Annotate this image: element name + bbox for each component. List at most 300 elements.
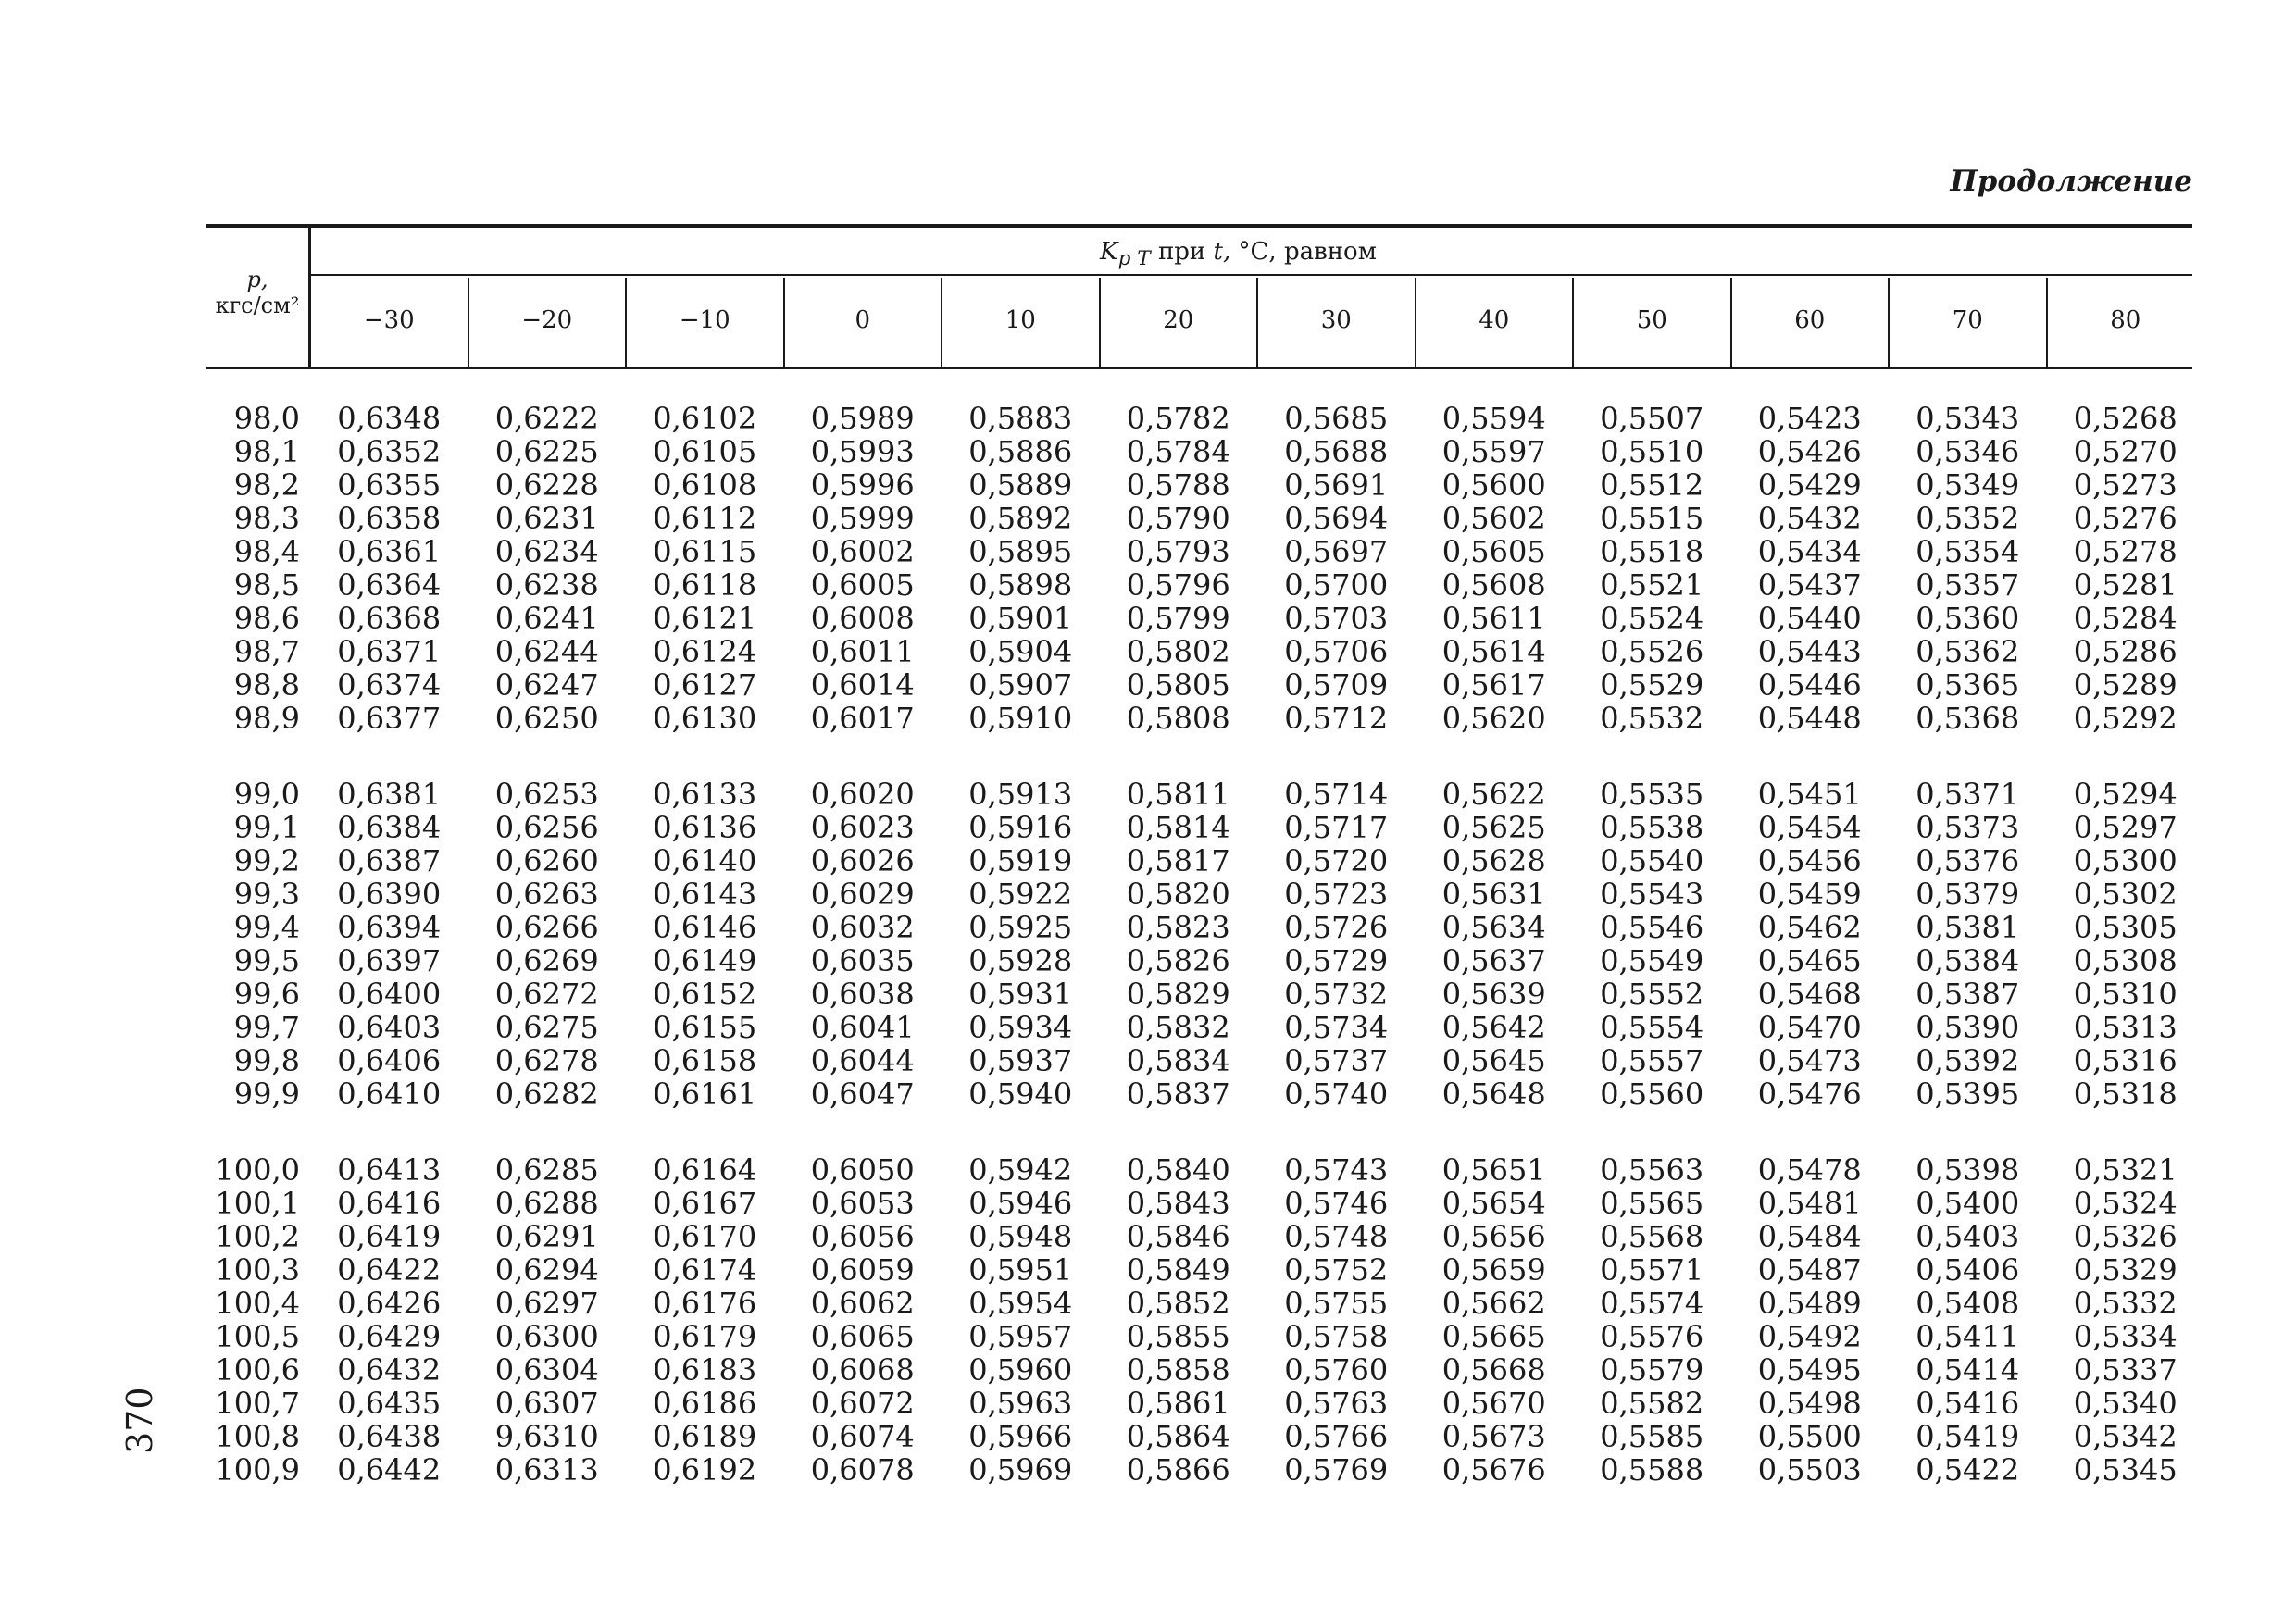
k-value-cell: 0,5954 — [968, 1286, 1073, 1321]
k-value-cell: 0,5585 — [1600, 1419, 1704, 1454]
k-value-cell: 0,5703 — [1284, 601, 1389, 636]
temperature-column-divider — [625, 278, 627, 367]
k-header — [310, 235, 2166, 276]
k-value-cell: 0,6426 — [337, 1286, 442, 1321]
k-value-cell: 0,5608 — [1441, 567, 1546, 603]
k-value-cell: 0,5498 — [1757, 1386, 1862, 1421]
k-value-cell: 0,6410 — [337, 1077, 442, 1112]
k-value-cell: 0,5492 — [1757, 1319, 1862, 1354]
k-value-cell: 0,6152 — [653, 977, 757, 1012]
k-value-cell: 0,6256 — [494, 810, 599, 845]
k-value-cell: 0,5337 — [2073, 1352, 2177, 1388]
k-value-cell: 0,5659 — [1441, 1252, 1546, 1288]
k-value-cell: 0,6374 — [337, 667, 442, 703]
k-symbol: K — [1100, 238, 1118, 266]
k-value-cell: 0,6275 — [494, 1010, 599, 1045]
k-value-cell: 0,5709 — [1284, 667, 1389, 703]
temperature-column-divider — [1099, 278, 1101, 367]
k-value-cell: 0,5864 — [1126, 1419, 1230, 1454]
k-value-cell: 0,6140 — [653, 843, 757, 878]
k-value-cell: 0,5289 — [2073, 667, 2177, 703]
k-value-cell: 0,5700 — [1284, 567, 1389, 603]
k-value-cell: 0,5403 — [1915, 1219, 2020, 1254]
k-value-cell: 0,6017 — [810, 701, 915, 736]
k-value-cell: 0,5571 — [1600, 1252, 1704, 1288]
temperature-header: 80 — [2110, 306, 2141, 334]
k-value-cell: 0,6186 — [653, 1386, 757, 1421]
k-value-cell: 0,5414 — [1915, 1352, 2020, 1388]
k-value-cell: 0,6068 — [810, 1352, 915, 1388]
k-value-cell: 0,5489 — [1757, 1286, 1862, 1321]
pressure-value: 98,6 — [233, 601, 300, 636]
k-value-cell: 0,5832 — [1126, 1010, 1230, 1045]
k-value-cell: 0,5576 — [1600, 1319, 1704, 1354]
k-value-cell: 0,5645 — [1441, 1043, 1546, 1078]
k-value-cell: 0,5706 — [1284, 634, 1389, 669]
k-value-cell: 0,6291 — [494, 1219, 599, 1254]
k-value-cell: 0,6368 — [337, 601, 442, 636]
k-value-cell: 0,5942 — [968, 1152, 1073, 1188]
k-value-cell: 0,5543 — [1600, 877, 1704, 912]
k-value-cell: 0,6074 — [810, 1419, 915, 1454]
k-value-cell: 0,5866 — [1126, 1452, 1230, 1487]
k-value-cell: 0,5796 — [1126, 567, 1230, 603]
k-value-cell: 0,5734 — [1284, 1010, 1389, 1045]
k-value-cell: 0,5343 — [1915, 401, 2020, 436]
k-value-cell: 0,5286 — [2073, 634, 2177, 669]
k-value-cell: 0,5843 — [1126, 1186, 1230, 1221]
k-value-cell: 0,5316 — [2073, 1043, 2177, 1078]
k-value-cell: 0,6413 — [337, 1152, 442, 1188]
k-value-cell: 0,5270 — [2073, 434, 2177, 469]
k-value-cell: 0,5281 — [2073, 567, 2177, 603]
pressure-value: 99,8 — [233, 1043, 300, 1078]
k-value-cell: 0,5720 — [1284, 843, 1389, 878]
k-value-cell: 0,5574 — [1600, 1286, 1704, 1321]
k-value-cell: 0,6394 — [337, 910, 442, 945]
k-value-cell: 0,6364 — [337, 567, 442, 603]
pressure-value: 98,2 — [233, 467, 300, 503]
k-value-cell: 0,5622 — [1441, 777, 1546, 812]
k-value-cell: 0,6228 — [494, 467, 599, 503]
k-value-cell: 0,6026 — [810, 843, 915, 878]
k-subscript: p T — [1117, 247, 1151, 271]
k-value-cell: 0,5468 — [1757, 977, 1862, 1012]
k-value-cell: 0,5398 — [1915, 1152, 2020, 1188]
k-value-cell: 0,5512 — [1600, 467, 1704, 503]
k-value-cell: 0,6149 — [653, 943, 757, 978]
k-value-cell: 0,5318 — [2073, 1077, 2177, 1112]
page-number: 370 — [119, 1387, 160, 1454]
k-value-cell: 0,5340 — [2073, 1386, 2177, 1421]
k-value-cell: 0,5448 — [1757, 701, 1862, 736]
k-value-cell: 0,6352 — [337, 434, 442, 469]
pressure-value: 98,4 — [233, 534, 300, 569]
table-top-rule — [206, 224, 2192, 228]
k-value-cell: 0,6263 — [494, 877, 599, 912]
k-value-cell: 0,6038 — [810, 977, 915, 1012]
k-value-cell: 0,5846 — [1126, 1219, 1230, 1254]
k-value-cell: 0,5723 — [1284, 877, 1389, 912]
temperature-header: 70 — [1952, 306, 1983, 334]
k-value-cell: 0,5352 — [1915, 501, 2020, 536]
k-value-cell: 0,6008 — [810, 601, 915, 636]
k-value-cell: 0,5625 — [1441, 810, 1546, 845]
k-value-cell: 0,5617 — [1441, 667, 1546, 703]
pressure-value: 100,2 — [215, 1219, 300, 1254]
k-value-cell: 0,5284 — [2073, 601, 2177, 636]
k-value-cell: 0,5365 — [1915, 667, 2020, 703]
k-value-cell: 0,5763 — [1284, 1386, 1389, 1421]
k-value-cell: 0,5766 — [1284, 1419, 1389, 1454]
k-value-cell: 0,6174 — [653, 1252, 757, 1288]
k-value-cell: 0,5443 — [1757, 634, 1862, 669]
k-value-cell: 0,5820 — [1126, 877, 1230, 912]
k-value-cell: 0,6288 — [494, 1186, 599, 1221]
k-value-cell: 0,5740 — [1284, 1077, 1389, 1112]
pressure-value: 100,8 — [215, 1419, 300, 1454]
k-value-cell: 0,5769 — [1284, 1452, 1389, 1487]
k-value-cell: 0,6041 — [810, 1010, 915, 1045]
k-value-cell: 0,5313 — [2073, 1010, 2177, 1045]
k-value-cell: 0,6313 — [494, 1452, 599, 1487]
k-value-cell: 0,5411 — [1915, 1319, 2020, 1354]
k-value-cell: 0,5694 — [1284, 501, 1389, 536]
k-value-cell: 0,6358 — [337, 501, 442, 536]
k-value-cell: 0,5557 — [1600, 1043, 1704, 1078]
k-value-cell: 0,5276 — [2073, 501, 2177, 536]
k-value-cell: 0,6065 — [810, 1319, 915, 1354]
k-value-cell: 0,5712 — [1284, 701, 1389, 736]
k-value-cell: 0,5989 — [810, 401, 915, 436]
k-value-cell: 0,5916 — [968, 810, 1073, 845]
k-value-cell: 0,5729 — [1284, 943, 1389, 978]
k-value-cell: 0,6272 — [494, 977, 599, 1012]
k-value-cell: 0,6118 — [653, 567, 757, 603]
pressure-symbol: p, — [246, 267, 268, 292]
k-value-cell: 0,5454 — [1757, 810, 1862, 845]
t-symbol: t, — [1213, 238, 1231, 266]
k-value-cell: 0,5518 — [1600, 534, 1704, 569]
k-value-cell: 0,6390 — [337, 877, 442, 912]
temperature-header: 10 — [1004, 306, 1036, 334]
k-value-cell: 0,5808 — [1126, 701, 1230, 736]
k-value-cell: 0,5446 — [1757, 667, 1862, 703]
k-value-cell: 0,5656 — [1441, 1219, 1546, 1254]
k-value-cell: 0,6348 — [337, 401, 442, 436]
k-value-cell: 0,6406 — [337, 1043, 442, 1078]
k-value-cell: 0,5526 — [1600, 634, 1704, 669]
k-value-cell: 0,6297 — [494, 1286, 599, 1321]
k-value-cell: 0,5919 — [968, 843, 1073, 878]
k-value-cell: 0,5793 — [1126, 534, 1230, 569]
temperature-column-divider — [468, 278, 469, 367]
k-value-cell: 0,6222 — [494, 401, 599, 436]
pressure-value: 99,2 — [233, 843, 300, 878]
pressure-value: 99,4 — [233, 910, 300, 945]
k-value-cell: 0,6102 — [653, 401, 757, 436]
k-value-cell: 0,6062 — [810, 1286, 915, 1321]
pressure-header — [206, 267, 309, 318]
k-value-cell: 0,6014 — [810, 667, 915, 703]
temperature-column-divider — [1415, 278, 1416, 367]
k-value-cell: 0,6023 — [810, 810, 915, 845]
k-value-cell: 0,5673 — [1441, 1419, 1546, 1454]
pressure-value: 99,0 — [233, 777, 300, 812]
k-value-cell: 0,6078 — [810, 1452, 915, 1487]
pressure-value: 99,6 — [233, 977, 300, 1012]
k-value-cell: 0,6053 — [810, 1186, 915, 1221]
k-value-cell: 0,5481 — [1757, 1186, 1862, 1221]
pressure-unit: кгс/см² — [215, 292, 300, 318]
temperature-header: −10 — [679, 306, 730, 334]
k-value-cell: 0,5462 — [1757, 910, 1862, 945]
k-value-cell: 0,5861 — [1126, 1386, 1230, 1421]
pressure-value: 99,3 — [233, 877, 300, 912]
k-value-cell: 0,5349 — [1915, 467, 2020, 503]
k-value-cell: 0,6304 — [494, 1352, 599, 1388]
k-value-cell: 0,5515 — [1600, 501, 1704, 536]
k-value-cell: 0,5654 — [1441, 1186, 1546, 1221]
k-value-cell: 0,6108 — [653, 467, 757, 503]
k-value-cell: 0,6020 — [810, 777, 915, 812]
k-value-cell: 0,5395 — [1915, 1077, 2020, 1112]
k-value-cell: 0,5969 — [968, 1452, 1073, 1487]
k-value-cell: 0,5423 — [1757, 401, 1862, 436]
k-value-cell: 0,6269 — [494, 943, 599, 978]
k-value-cell: 0,6029 — [810, 877, 915, 912]
k-value-cell: 0,6355 — [337, 467, 442, 503]
k-value-cell: 0,5620 — [1441, 701, 1546, 736]
pressure-value: 100,7 — [215, 1386, 300, 1421]
pressure-value: 99,7 — [233, 1010, 300, 1045]
k-value-cell: 0,6432 — [337, 1352, 442, 1388]
k-value-cell: 0,5717 — [1284, 810, 1389, 845]
temperature-column-divider — [1730, 278, 1732, 367]
k-value-cell: 0,5321 — [2073, 1152, 2177, 1188]
k-value-cell: 0,5670 — [1441, 1386, 1546, 1421]
k-value-cell: 0,5554 — [1600, 1010, 1704, 1045]
k-value-cell: 0,6056 — [810, 1219, 915, 1254]
k-value-cell: 0,5500 — [1757, 1419, 1862, 1454]
k-text-suffix: °С, равном — [1230, 238, 1377, 266]
k-value-cell: 0,5422 — [1915, 1452, 2020, 1487]
k-value-cell: 0,6167 — [653, 1186, 757, 1221]
k-value-cell: 0,5459 — [1757, 877, 1862, 912]
k-value-cell: 0,6130 — [653, 701, 757, 736]
k-value-cell: 0,5371 — [1915, 777, 2020, 812]
k-value-cell: 0,5931 — [968, 977, 1073, 1012]
k-value-cell: 0,5456 — [1757, 843, 1862, 878]
pressure-value: 100,0 — [215, 1152, 300, 1188]
continuation-label: Продолжение — [1950, 165, 2192, 198]
k-value-cell: 0,6136 — [653, 810, 757, 845]
k-value-cell: 0,5907 — [968, 667, 1073, 703]
k-value-cell: 0,6419 — [337, 1219, 442, 1254]
k-value-cell: 0,6234 — [494, 534, 599, 569]
k-value-cell: 0,6387 — [337, 843, 442, 878]
k-value-cell: 0,5440 — [1757, 601, 1862, 636]
k-value-cell: 0,5662 — [1441, 1286, 1546, 1321]
k-value-cell: 0,5631 — [1441, 877, 1546, 912]
k-value-cell: 0,5368 — [1915, 701, 2020, 736]
k-value-cell: 0,5685 — [1284, 401, 1389, 436]
k-value-cell: 0,6442 — [337, 1452, 442, 1487]
pressure-value: 100,3 — [215, 1252, 300, 1288]
pressure-value: 100,4 — [215, 1286, 300, 1321]
k-value-cell: 0,5799 — [1126, 601, 1230, 636]
k-value-cell: 0,5811 — [1126, 777, 1230, 812]
k-value-cell: 0,5346 — [1915, 434, 2020, 469]
pressure-value: 100,5 — [215, 1319, 300, 1354]
k-value-cell: 0,5852 — [1126, 1286, 1230, 1321]
k-value-cell: 0,5476 — [1757, 1077, 1862, 1112]
k-value-cell: 0,5951 — [968, 1252, 1073, 1288]
k-value-cell: 0,5326 — [2073, 1219, 2177, 1254]
k-value-cell: 0,5387 — [1915, 977, 2020, 1012]
k-value-cell: 0,5814 — [1126, 810, 1230, 845]
k-value-cell: 0,6143 — [653, 877, 757, 912]
k-value-cell: 0,5697 — [1284, 534, 1389, 569]
k-value-cell: 0,5858 — [1126, 1352, 1230, 1388]
k-value-cell: 0,5840 — [1126, 1152, 1230, 1188]
pressure-value: 98,7 — [233, 634, 300, 669]
k-value-cell: 0,5297 — [2073, 810, 2177, 845]
k-value-cell: 0,5540 — [1600, 843, 1704, 878]
temperature-column-divider — [1256, 278, 1258, 367]
k-value-cell: 0,5465 — [1757, 943, 1862, 978]
k-value-cell: 0,5642 — [1441, 1010, 1546, 1045]
k-value-cell: 0,5600 — [1441, 467, 1546, 503]
k-value-cell: 0,6238 — [494, 567, 599, 603]
k-value-cell: 0,6059 — [810, 1252, 915, 1288]
k-value-cell: 0,5805 — [1126, 667, 1230, 703]
k-value-cell: 0,5310 — [2073, 977, 2177, 1012]
k-value-cell: 0,6158 — [653, 1043, 757, 1078]
k-value-cell: 0,5334 — [2073, 1319, 2177, 1354]
k-value-cell: 0,5688 — [1284, 434, 1389, 469]
k-value-cell: 0,6294 — [494, 1252, 599, 1288]
k-value-cell: 0,5408 — [1915, 1286, 2020, 1321]
k-value-cell: 0,5432 — [1757, 501, 1862, 536]
k-value-cell: 0,5568 — [1600, 1219, 1704, 1254]
k-value-cell: 0,5308 — [2073, 943, 2177, 978]
k-value-cell: 0,5470 — [1757, 1010, 1862, 1045]
k-value-cell: 0,5324 — [2073, 1186, 2177, 1221]
k-value-cell: 0,5487 — [1757, 1252, 1862, 1288]
k-value-cell: 0,5300 — [2073, 843, 2177, 878]
k-value-cell: 0,6176 — [653, 1286, 757, 1321]
k-value-cell: 0,5426 — [1757, 434, 1862, 469]
k-value-cell: 0,6032 — [810, 910, 915, 945]
pressure-value: 99,9 — [233, 1077, 300, 1112]
k-value-cell: 0,5560 — [1600, 1077, 1704, 1112]
k-value-cell: 0,5802 — [1126, 634, 1230, 669]
k-value-cell: 0,6377 — [337, 701, 442, 736]
k-value-cell: 0,6155 — [653, 1010, 757, 1045]
k-value-cell: 0,6047 — [810, 1077, 915, 1112]
k-value-cell: 0,5651 — [1441, 1152, 1546, 1188]
k-value-cell: 0,5925 — [968, 910, 1073, 945]
k-value-cell: 0,6244 — [494, 634, 599, 669]
k-value-cell: 0,5332 — [2073, 1286, 2177, 1321]
k-value-cell: 0,5940 — [968, 1077, 1073, 1112]
k-value-cell: 0,5726 — [1284, 910, 1389, 945]
k-value-cell: 0,6124 — [653, 634, 757, 669]
k-value-cell: 0,5357 — [1915, 567, 2020, 603]
k-value-cell: 0,6072 — [810, 1386, 915, 1421]
k-value-cell: 0,5416 — [1915, 1386, 2020, 1421]
k-value-cell: 0,5910 — [968, 701, 1073, 736]
k-value-cell: 0,6044 — [810, 1043, 915, 1078]
k-value-cell: 0,5737 — [1284, 1043, 1389, 1078]
pressure-value: 100,9 — [215, 1452, 300, 1487]
k-value-cell: 0,5668 — [1441, 1352, 1546, 1388]
k-value-cell: 0,6161 — [653, 1077, 757, 1112]
k-value-cell: 0,6300 — [494, 1319, 599, 1354]
k-value-cell: 0,6282 — [494, 1077, 599, 1112]
k-value-cell: 0,5563 — [1600, 1152, 1704, 1188]
k-value-cell: 0,5360 — [1915, 601, 2020, 636]
k-value-cell: 0,5963 — [968, 1386, 1073, 1421]
k-value-cell: 0,5746 — [1284, 1186, 1389, 1221]
pressure-value: 98,8 — [233, 667, 300, 703]
k-value-cell: 0,5373 — [1915, 810, 2020, 845]
k-value-cell: 0,6438 — [337, 1419, 442, 1454]
k-value-cell: 0,6278 — [494, 1043, 599, 1078]
k-value-cell: 0,6231 — [494, 501, 599, 536]
k-value-cell: 0,5379 — [1915, 877, 2020, 912]
k-value-cell: 0,5602 — [1441, 501, 1546, 536]
k-value-cell: 0,5855 — [1126, 1319, 1230, 1354]
k-value-cell: 0,5748 — [1284, 1219, 1389, 1254]
k-value-cell: 0,6253 — [494, 777, 599, 812]
k-value-cell: 0,6403 — [337, 1010, 442, 1045]
pressure-value: 100,6 — [215, 1352, 300, 1388]
k-value-cell: 0,6371 — [337, 634, 442, 669]
k-value-cell: 0,6422 — [337, 1252, 442, 1288]
k-value-cell: 0,5524 — [1600, 601, 1704, 636]
k-value-cell: 0,6146 — [653, 910, 757, 945]
k-value-cell: 0,6307 — [494, 1386, 599, 1421]
k-value-cell: 0,6384 — [337, 810, 442, 845]
k-value-cell: 0,6400 — [337, 977, 442, 1012]
k-value-cell: 0,6260 — [494, 843, 599, 878]
k-value-cell: 0,6011 — [810, 634, 915, 669]
k-value-cell: 0,5579 — [1600, 1352, 1704, 1388]
k-value-cell: 0,5946 — [968, 1186, 1073, 1221]
k-value-cell: 0,5345 — [2073, 1452, 2177, 1487]
k-value-cell: 0,5637 — [1441, 943, 1546, 978]
k-value-cell: 0,5406 — [1915, 1252, 2020, 1288]
k-value-cell: 0,5605 — [1441, 534, 1546, 569]
k-value-cell: 0,5473 — [1757, 1043, 1862, 1078]
k-value-cell: 0,5292 — [2073, 701, 2177, 736]
temperature-header: 20 — [1163, 306, 1194, 334]
k-value-cell: 0,6112 — [653, 501, 757, 536]
k-value-cell: 0,5849 — [1126, 1252, 1230, 1288]
temperature-header: 0 — [855, 306, 871, 334]
k-value-cell: 0,5538 — [1600, 810, 1704, 845]
k-value-cell: 0,5611 — [1441, 601, 1546, 636]
k-value-cell: 0,5268 — [2073, 401, 2177, 436]
k-value-cell: 0,5273 — [2073, 467, 2177, 503]
temperature-column-divider — [941, 278, 942, 367]
k-value-cell: 0,5503 — [1757, 1452, 1862, 1487]
k-value-cell: 0,6189 — [653, 1419, 757, 1454]
k-value-cell: 0,5510 — [1600, 434, 1704, 469]
k-value-cell: 0,6121 — [653, 601, 757, 636]
